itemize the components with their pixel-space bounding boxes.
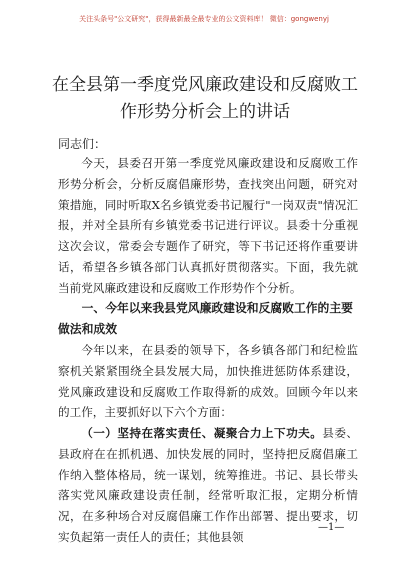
subsection-lead: （一）坚持在落实责任、凝聚合力上下功夫。 <box>81 426 323 440</box>
paragraph-section-1: 今年以来，在县委的领导下，各乡镇各部门和纪检监察机关紧紧围绕全县发展大局，加快推进惩防体系建设，党风廉政建设和反腐败工作取得新的成效。回顾今年以来的工作，主要抓好以下六个方面： <box>58 343 358 420</box>
section-heading-1: 一、今年以来我县党风廉政建设和反腐败工作的主要做法和成效 <box>58 301 353 336</box>
subsection-text: 县委、县政府在在抓机遇、加快发展的同时，坚持把反腐倡廉工作纳入整体格局，统一谋划，统筹推进。书记、县长带头落实党风廉政建设责任制，经常听取汇报，定期分析情况，在多种场合对反腐倡廉工作作出部署、提出要求，切实负起第一责任人的责任；其他县领 <box>58 426 358 544</box>
promo-banner: 关注头条号"公文研究"，获得最新最全最专业的公文资料库！ 微信：gongwenyj <box>79 15 329 23</box>
paragraph-subsection-1 <box>58 423 358 548</box>
document-title: 在全县第一季度党风廉政建设和反腐败工作形势分析会上的讲话 <box>52 75 358 122</box>
salutation: 同志们： <box>58 137 107 151</box>
paragraph-intro: 今天，县委召开第一季度党风廉政建设和反腐败工作形势分析会，分析反腐倡廉形势，查找突出问题，研究对策措施，同时听取X名乡镇党委书记履行"一岗双责"情况汇报，并对全县所有乡镇党委书记进行评议。县委十分重视这次会议，常委会专题作了研究，等下书记还将作重要讲话，希望各乡镇各部门认真抓好贯彻落实。下面，我先就当前党风廉政建设和反腐败工作形势作个分析。 <box>58 156 358 295</box>
page-number: —1— <box>318 522 345 533</box>
